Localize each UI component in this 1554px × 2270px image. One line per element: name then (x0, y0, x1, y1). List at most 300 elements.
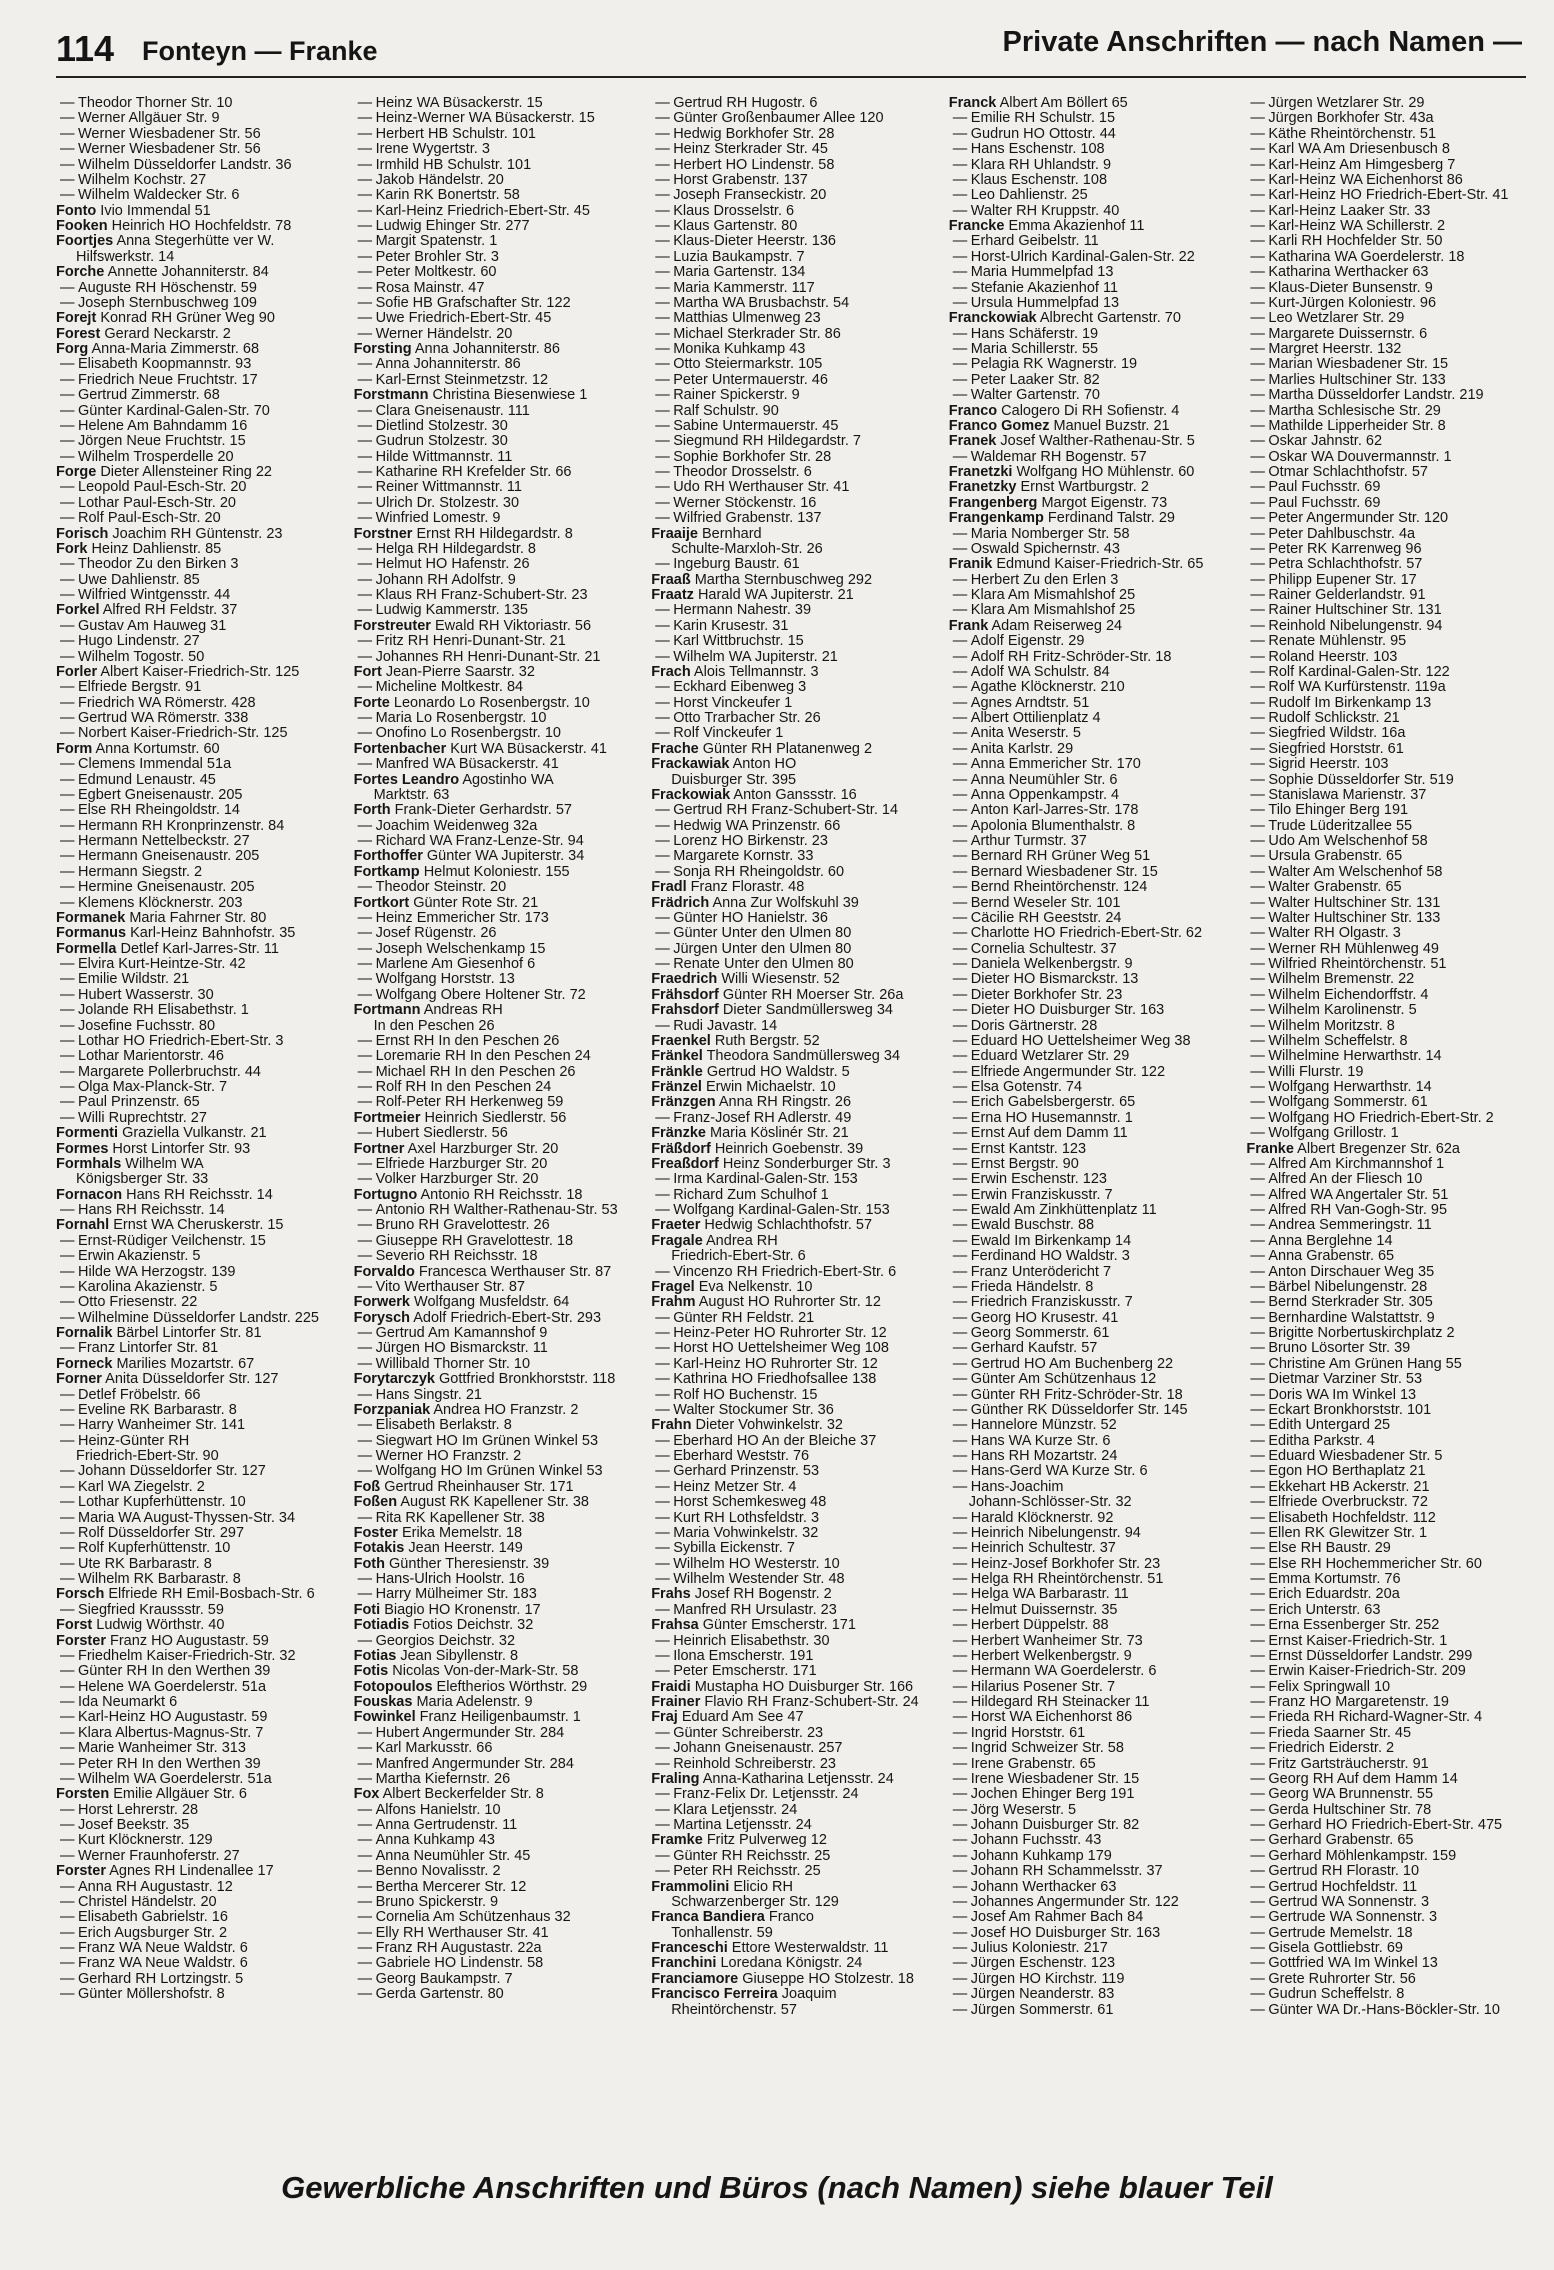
entry-text: Albrecht Gartenstr. 70 (1039, 311, 1181, 327)
surname: Fraling (651, 1771, 700, 1787)
sub-entry: — Martha Kiefernstr. 26 (354, 1772, 644, 1787)
surname-entry (56, 911, 346, 926)
sub-entry: — Wilhelm Trosperdelle 20 (56, 450, 346, 465)
entry-text: Bernhard (701, 526, 762, 542)
sub-entry: — Hans Schäferstr. 19 (949, 327, 1239, 342)
sub-entry: — Karl-Heinz Laaker Str. 33 (1246, 204, 1536, 219)
sub-entry: — Wilhelm WA Goerdelerstr. 51a (56, 1772, 346, 1787)
surname: Formanus (56, 926, 127, 942)
sub-entry: — Walter Grabenstr. 65 (1246, 880, 1536, 895)
surname: Forkel (56, 603, 100, 619)
sub-entry: — Rolf RH In den Peschen 24 (354, 1080, 644, 1095)
sub-entry: — Ernst Düsseldorfer Landstr. 299 (1246, 1649, 1536, 1664)
sub-entry: — Georgios Deichstr. 32 (354, 1634, 644, 1649)
sub-entry: — Uwe Friedrich-Ebert-Str. 45 (354, 311, 644, 326)
sub-entry: — Herbert Welkenbergstr. 9 (949, 1649, 1239, 1664)
entry-text: Jean Heerstr. 149 (408, 1541, 523, 1557)
sub-entry: — Herbert HO Lindenstr. 58 (651, 158, 941, 173)
surname: Forner (56, 1372, 102, 1388)
surname: Foster (353, 1525, 398, 1541)
sub-entry: — Hildegard RH Steinacker 11 (949, 1695, 1239, 1710)
sub-entry: — Hilde WA Herzogstr. 139 (56, 1265, 346, 1280)
sub-entry: — Gerhard HO Friedrich-Ebert-Str. 475 (1246, 1818, 1536, 1833)
sub-entry: — Anna Gertrudenstr. 11 (354, 1818, 644, 1833)
surname: Fragel (651, 1279, 695, 1295)
sub-entry: — Gertrud Am Kamannshof 9 (354, 1326, 644, 1341)
entry-text: Heinz Dahlienstr. 85 (91, 541, 222, 557)
surname: Fräßdorf (651, 1141, 711, 1157)
entry-text: Fotios Deichstr. 32 (413, 1618, 534, 1634)
surname-entry (354, 1311, 644, 1326)
sub-entry: — Hans Singstr. 21 (354, 1388, 644, 1403)
sub-entry: — Wilhelm Moritzstr. 8 (1246, 1019, 1536, 1034)
sub-entry: — Paul Fuchsstr. 69 (1246, 496, 1536, 511)
sub-entry: — Manfred Angermunder Str. 284 (354, 1757, 644, 1772)
surname-entry (651, 742, 941, 757)
surname-entry (354, 619, 644, 634)
entry-text: Heinrich HO Hochfeldstr. 78 (111, 219, 292, 234)
surname-entry (651, 1095, 941, 1110)
sub-entry: — Paul Fuchsstr. 69 (1246, 480, 1536, 495)
surname-entry (651, 573, 941, 588)
sub-entry: — Heinz Metzer Str. 4 (651, 1480, 941, 1495)
sub-entry: — Helga RH Hildegardstr. 8 (354, 542, 644, 557)
entry-text: Heinrich Goebenstr. 39 (714, 1141, 864, 1157)
entry-text: Loredana Königstr. 24 (720, 1956, 863, 1972)
sub-entry: — Karl WA Ziegelstr. 2 (56, 1480, 346, 1495)
sub-entry: — Klara Am Mismahlshof 25 (949, 588, 1239, 603)
sub-entry: — Gerhard Prinzenstr. 53 (651, 1464, 941, 1479)
surname-entry (354, 896, 644, 911)
surname-entry (651, 1880, 941, 1895)
sub-entry: — Franz Lintorfer Str. 81 (56, 1341, 346, 1356)
surname: Fränzgen (651, 1095, 716, 1111)
sub-entry: — Joseph Welschenkamp 15 (354, 942, 644, 957)
entry-text: Alois Tellmannstr. 3 (693, 664, 819, 680)
surname: Francke (948, 219, 1005, 234)
entry-text: Gottfried Bronkhorststr. 118 (439, 1372, 616, 1388)
sub-entry: — Klara Am Mismahlshof 25 (949, 603, 1239, 618)
sub-entry: — Werner Händelstr. 20 (354, 327, 644, 342)
sub-entry: — Auguste RH Höschenstr. 59 (56, 281, 346, 296)
surname-entry (56, 1157, 346, 1172)
surname: Forler (56, 664, 98, 680)
entry-text: Gertrud Rheinhauser Str. 171 (384, 1479, 574, 1495)
surname-entry (354, 1495, 644, 1510)
sub-entry: — Alfred RH Van-Gogh-Str. 95 (1246, 1203, 1536, 1218)
sub-entry: — Gerda Hultschiner Str. 78 (1246, 1803, 1536, 1818)
sub-entry: — Christel Händelstr. 20 (56, 1895, 346, 1910)
sub-entry: — Volker Harzburger Str. 20 (354, 1172, 644, 1187)
sub-entry: — Günter Unter den Ulmen 80 (651, 926, 941, 941)
surname-entry (354, 1142, 644, 1157)
sub-entry: — Gertrud Hochfeldstr. 11 (1246, 1880, 1536, 1895)
surname-entry (354, 1188, 644, 1203)
surname-entry (56, 665, 346, 680)
sub-entry: — Johann Gneisenaustr. 257 (651, 1741, 941, 1756)
surname: Formhals (56, 1156, 122, 1172)
surname-entry (949, 311, 1239, 326)
sub-entry: — Apolonia Blumenthalstr. 8 (949, 819, 1239, 834)
surname: Forstner (353, 526, 413, 542)
continuation-line: Königsberger Str. 33 (76, 1172, 209, 1188)
entry-text: Franz Heiligenbaumstr. 1 (419, 1710, 581, 1726)
surname-entry (651, 757, 941, 772)
sub-entry: — Klaus Drosselstr. 6 (651, 204, 941, 219)
continuation-line: Duisburger Str. 395 (671, 772, 797, 788)
entry-text: Theodora Sandmüllersweg 34 (706, 1049, 901, 1065)
surname-entry (949, 219, 1239, 234)
sub-entry: — Klaus Eschenstr. 108 (949, 173, 1239, 188)
sub-entry: — Erwin Eschenstr. 123 (949, 1172, 1239, 1187)
sub-entry: — Leopold Paul-Esch-Str. 20 (56, 480, 346, 495)
sub-entry: — Rolf HO Buchenstr. 15 (651, 1388, 941, 1403)
surname: Forysch (353, 1310, 411, 1326)
entry-text: Günter Rote Str. 21 (413, 895, 539, 911)
sub-entry: — Sybilla Eickenstr. 7 (651, 1541, 941, 1556)
sub-entry: — Josef Rügenstr. 26 (354, 926, 644, 941)
surname: Fränzel (651, 1080, 702, 1095)
sub-entry: — Detlef Fröbelstr. 66 (56, 1388, 346, 1403)
sub-entry: — Gustav Am Hauweg 31 (56, 619, 346, 634)
sub-entry: — Bärbel Nibelungenstr. 28 (1246, 1280, 1536, 1295)
entry-text: Anita Düsseldorfer Str. 127 (105, 1372, 279, 1388)
sub-entry: — Martha Düsseldorfer Landstr. 219 (1246, 388, 1536, 403)
sub-entry: — Ernst Auf dem Damm 11 (949, 1126, 1239, 1141)
entry-text: Albert Bregenzer Str. 62a (1297, 1141, 1460, 1157)
surname-entry (56, 1634, 346, 1649)
sub-entry: — Anna RH Augustastr. 12 (56, 1880, 346, 1895)
sub-entry: — Klara RH Uhlandstr. 9 (949, 158, 1239, 173)
sub-entry: — Stefanie Akazienhof 11 (949, 281, 1239, 296)
surname: Frahsa (651, 1618, 699, 1634)
surname: Frangenkamp (948, 511, 1044, 527)
surname-entry (56, 219, 346, 234)
entry-text: Ernst Wartburgstr. 2 (1020, 480, 1149, 496)
sub-entry: — Elisabeth Gabrielstr. 16 (56, 1910, 346, 1925)
surname-entry (354, 665, 644, 680)
sub-entry: — Karl-Heinz WA Eichenhorst 86 (1246, 173, 1536, 188)
sub-entry: — Wilhelm Düsseldorfer Landstr. 36 (56, 158, 346, 173)
surname: Fornalik (56, 1326, 113, 1341)
surname-entry (354, 803, 644, 818)
entry-text: Graziella Vulkanstr. 21 (122, 1126, 267, 1142)
sub-entry: — Heinrich Schultestr. 37 (949, 1541, 1239, 1556)
sub-entry: — Marlene Am Giesenhof 6 (354, 957, 644, 972)
sub-entry: — Wolfgang Herwarthstr. 14 (1246, 1080, 1536, 1095)
surname: Forvaldo (353, 1264, 415, 1280)
surname-entry (56, 204, 346, 219)
sub-entry: — Jochen Ehinger Berg 191 (949, 1787, 1239, 1802)
surname-entry (651, 1910, 941, 1925)
surname: Frackawiak (651, 757, 730, 773)
sub-entry: — Anna Emmericher Str. 170 (949, 757, 1239, 772)
sub-entry: — Karl-Heinz HO Friedrich-Ebert-Str. 41 (1246, 188, 1536, 203)
entry-text: Anton HO (732, 757, 797, 773)
sub-entry: — Hans RH Mozartstr. 24 (949, 1449, 1239, 1464)
sub-entry: — Wilhelmine Herwarthstr. 14 (1246, 1049, 1536, 1064)
sub-entry: — Gudrun HO Ottostr. 44 (949, 127, 1239, 142)
surname: Francisco Ferreira (651, 1987, 778, 2003)
sub-entry: — Jürgen Borkhofer Str. 43a (1246, 111, 1536, 126)
surname-entry (949, 404, 1239, 419)
sub-entry: — Andrea Semmeringstr. 11 (1246, 1218, 1536, 1233)
sub-entry: — Fritz Gartsträucherstr. 91 (1246, 1757, 1536, 1772)
sub-entry: — Anna Grabenstr. 65 (1246, 1249, 1536, 1264)
sub-entry: — Rolf Kardinal-Galen-Str. 122 (1246, 665, 1536, 680)
surname-entry (56, 265, 346, 280)
surname-entry (651, 1218, 941, 1233)
sub-entry: — Walter RH Olgastr. 3 (1246, 926, 1536, 941)
sub-entry: — Johann RH Adolfstr. 9 (354, 573, 644, 588)
sub-entry: — Otto Steiermarkstr. 105 (651, 357, 941, 372)
surname: Frähsdorf (651, 987, 719, 1003)
surname-entry (651, 1418, 941, 1433)
entry-text: Heinrich Siedlerstr. 56 (424, 1110, 567, 1126)
sub-entry: — Alfred Am Kirchmannshof 1 (1246, 1157, 1536, 1172)
sub-entry: — Klara Albertus-Magnus-Str. 7 (56, 1726, 346, 1741)
sub-entry: — Joseph Franseckistr. 20 (651, 188, 941, 203)
surname-entry (56, 542, 346, 557)
sub-entry: — Emilie RH Schulstr. 15 (949, 111, 1239, 126)
surname-entry (56, 465, 346, 480)
sub-entry: — Karl-Heinz HO Ruhrorter Str. 12 (651, 1357, 941, 1372)
sub-entry: — Anton Karl-Jarres-Str. 178 (949, 803, 1239, 818)
sub-entry: — Gertrude WA Sonnenstr. 3 (1246, 1910, 1536, 1925)
sub-entry: — Rolf Kupferhüttenstr. 10 (56, 1541, 346, 1556)
entry-text: Mustapha HO Duisburger Str. 166 (694, 1679, 914, 1695)
surname-entry (651, 527, 941, 542)
sub-entry: — Dieter HO Bismarckstr. 13 (949, 972, 1239, 987)
entry-text: Eva Nelkenstr. 10 (698, 1279, 813, 1295)
sub-entry: — Roland Heerstr. 103 (1246, 650, 1536, 665)
sub-entry: — Herbert Düppelstr. 88 (949, 1618, 1239, 1633)
surname: Fraaß (651, 572, 691, 588)
sub-entry: — Friedrich WA Römerstr. 428 (56, 696, 346, 711)
sub-entry: — Rudolf Im Birkenkamp 13 (1246, 696, 1536, 711)
entry-text: Leonardo Lo Rosenbergstr. 10 (393, 695, 590, 711)
sub-entry: — Erwin Franziskusstr. 7 (949, 1188, 1239, 1203)
surname: Franciamore (651, 1971, 739, 1987)
sub-entry: — Katharina Werthacker 63 (1246, 265, 1536, 280)
surname: Fragale (651, 1233, 703, 1249)
sub-entry: — Günther RK Düsseldorfer Str. 145 (949, 1403, 1239, 1418)
sub-entry: — Hermann WA Goerdelerstr. 6 (949, 1664, 1239, 1679)
sub-entry: — Karl-Heinz Am Himgesberg 7 (1246, 158, 1536, 173)
surname-entry (651, 1618, 941, 1633)
section-title: Private Anschriften — nach Namen — (1002, 26, 1522, 58)
page-number: 114 (56, 28, 115, 69)
sub-entry: — Hermann Siegstr. 2 (56, 865, 346, 880)
surname: Forg (56, 342, 89, 357)
sub-entry: — Peter RH In den Werthen 39 (56, 1757, 346, 1772)
entry-text: Wolfgang Musfeldstr. 64 (414, 1295, 570, 1311)
surname: Form (56, 741, 93, 757)
sub-entry: — Wolfgang Kardinal-Galen-Str. 153 (651, 1203, 941, 1218)
sub-entry: — Bruno Spickerstr. 9 (354, 1895, 644, 1910)
entry-text: Elicio RH (733, 1879, 793, 1895)
sub-entry: — Brigitte Norbertuskirchplatz 2 (1246, 1326, 1536, 1341)
sub-entry: — Walter Hultschiner Str. 133 (1246, 911, 1536, 926)
sub-entry: — Jörg Weserstr. 5 (949, 1803, 1239, 1818)
sub-entry: — Hans-Joachim (949, 1480, 1239, 1495)
page-header (56, 22, 1526, 78)
surname-entry (354, 1664, 644, 1679)
continuation-line: Friedrich-Ebert-Str. 90 (76, 1449, 219, 1464)
surname-entry (1246, 1142, 1536, 1157)
entry-text: Bärbel Lintorfer Str. 81 (116, 1326, 262, 1341)
surname: Fraatz (651, 588, 694, 603)
surname-entry (949, 465, 1239, 480)
surname-entry (354, 1295, 644, 1310)
sub-entry: — Ingeburg Baustr. 61 (651, 557, 941, 572)
sub-entry: — Loremarie RH In den Peschen 24 (354, 1049, 644, 1064)
sub-entry: — Maria Nomberger Str. 58 (949, 527, 1239, 542)
sub-entry: — Michael Sterkrader Str. 86 (651, 327, 941, 342)
sub-entry: — Dietmar Varziner Str. 53 (1246, 1372, 1536, 1387)
sub-entry: — Ursula Grabenstr. 65 (1246, 849, 1536, 864)
sub-entry: — Fritz RH Henri-Dunant-Str. 21 (354, 634, 644, 649)
sub-entry: — Günter RH Feldstr. 21 (651, 1311, 941, 1326)
sub-entry: — Irene Wygertstr. 3 (354, 142, 644, 157)
sub-entry: — Reinhold Nibelungenstr. 94 (1246, 619, 1536, 634)
surname: Fortmeier (353, 1110, 421, 1126)
entry-text: Günther Theresienstr. 39 (389, 1556, 550, 1572)
sub-entry: — Herbert Zu den Erlen 3 (949, 573, 1239, 588)
sub-entry: — Rudolf Schlickstr. 21 (1246, 711, 1536, 726)
sub-entry: — Otmar Schlachthofstr. 57 (1246, 465, 1536, 480)
sub-entry: — Gerhard Möhlenkampstr. 159 (1246, 1849, 1536, 1864)
sub-entry: — Hermann Nettelbeckstr. 27 (56, 834, 346, 849)
surname: Frahm (651, 1295, 696, 1311)
sub-entry: — Mathilde Lipperheider Str. 8 (1246, 419, 1536, 434)
sub-entry: — Elly RH Werthauser Str. 41 (354, 1926, 644, 1941)
surname-entry (651, 1142, 941, 1157)
surname: Forsten (56, 1787, 110, 1803)
surname: Franetzky (948, 480, 1017, 496)
sub-entry: — Horst-Ulrich Kardinal-Galen-Str. 22 (949, 250, 1239, 265)
sub-entry: — Tilo Ehinger Berg 191 (1246, 803, 1536, 818)
surname: Fraaije (651, 526, 698, 542)
sub-entry: — Bruno Lösorter Str. 39 (1246, 1341, 1536, 1356)
sub-entry: — Wilhelm Scheffelstr. 8 (1246, 1034, 1536, 1049)
sub-entry: — Bernd Rheintörchenstr. 124 (949, 880, 1239, 895)
surname: Fotis (353, 1664, 389, 1680)
entry-text: Konrad RH Grüner Weg 90 (100, 311, 275, 327)
sub-entry: — Theodor Thorner Str. 10 (56, 96, 346, 111)
sub-entry: — Karl WA Am Driesenbusch 8 (1246, 142, 1536, 157)
sub-entry: — Horst Schemkesweg 48 (651, 1495, 941, 1510)
surname-entry (354, 696, 644, 711)
sub-entry: — Emma Kortumstr. 76 (1246, 1572, 1536, 1587)
sub-entry: — Günter Großenbaumer Allee 120 (651, 111, 941, 126)
sub-entry: — Peter RH Reichsstr. 25 (651, 1864, 941, 1879)
surname-entry (354, 849, 644, 864)
sub-entry: — Heinz-Günter RH (56, 1434, 346, 1449)
sub-entry: — Bernard Wiesbadener Str. 15 (949, 865, 1239, 880)
sub-entry: — Wilhelm WA Jupiterstr. 21 (651, 650, 941, 665)
sub-entry: — Ida Neumarkt 6 (56, 1695, 346, 1710)
page-name-range: Fonteyn — Franke (142, 36, 378, 66)
entry-text: Joachim RH Güntenstr. 23 (112, 526, 283, 542)
entry-text: Joaquim (781, 1987, 837, 2003)
surname-entry (651, 1234, 941, 1249)
sub-entry: — Pelagia RK Wagnerstr. 19 (949, 357, 1239, 372)
sub-entry: — Karl Markusstr. 66 (354, 1741, 644, 1756)
sub-entry: — Helene Am Bahndamm 16 (56, 419, 346, 434)
sub-entry: — Kurt-Jürgen Koloniestr. 96 (1246, 296, 1536, 311)
sub-entry: — Bernard RH Grüner Weg 51 (949, 849, 1239, 864)
sub-entry: — Hans-Gerd WA Kurze Str. 6 (949, 1464, 1239, 1479)
sub-entry: — Clara Gneisenaustr. 111 (354, 404, 644, 419)
surname: Forejt (56, 311, 97, 327)
surname-entry (56, 1587, 346, 1602)
surname: Foß (353, 1479, 381, 1495)
sub-entry: — Monika Kuhkamp 43 (651, 342, 941, 357)
sub-entry: — Margarete Pollerbruchstr. 44 (56, 1065, 346, 1080)
entry-text: Maria Köslinér Str. 21 (710, 1126, 849, 1142)
sub-entry: — Richard WA Franz-Lenze-Str. 94 (354, 834, 644, 849)
sub-entry: — Severio RH Reichsstr. 18 (354, 1249, 644, 1264)
sub-entry: — Karolina Akazienstr. 5 (56, 1280, 346, 1295)
sub-entry: — Anna Neumühler Str. 6 (949, 773, 1239, 788)
surname: Fotakis (353, 1541, 405, 1557)
surname: Forsch (56, 1587, 105, 1603)
sub-entry: — Werner RH Mühlenweg 49 (1246, 942, 1536, 957)
surname-entry (354, 1695, 644, 1710)
surname-entry (56, 1188, 346, 1203)
sub-entry: — Gertrud RH Florastr. 10 (1246, 1864, 1536, 1879)
sub-entry: — Martina Letjensstr. 24 (651, 1818, 941, 1833)
sub-entry: — Edith Untergard 25 (1246, 1418, 1536, 1433)
entry-text: Gerard Neckarstr. 2 (104, 326, 231, 342)
sub-entry: — Eckhard Eibenweg 3 (651, 680, 941, 695)
sub-entry: — Werner Wiesbadener Str. 56 (56, 142, 346, 157)
sub-entry: — Ellen RK Glewitzer Str. 1 (1246, 1526, 1536, 1541)
surname: Forster (56, 1864, 106, 1880)
surname: Fouskas (353, 1695, 413, 1710)
sub-entry: — Wolfgang Sommerstr. 61 (1246, 1095, 1536, 1110)
sub-entry: — Renate Mühlenstr. 95 (1246, 634, 1536, 649)
surname-entry (354, 1541, 644, 1556)
surname-entry (651, 1956, 941, 1971)
entry-text: Antonio RH Reichsstr. 18 (420, 1187, 583, 1203)
sub-entry: — Anna Oppenkampstr. 4 (949, 788, 1239, 803)
sub-entry: — Hans Eschenstr. 108 (949, 142, 1239, 157)
entry-text: Günter WA Jupiterstr. 34 (426, 849, 585, 865)
sub-entry: — Günter RH In den Werthen 39 (56, 1664, 346, 1679)
sub-entry: — Erich Unterstr. 63 (1246, 1603, 1536, 1618)
sub-entry: — Stanislawa Marienstr. 37 (1246, 788, 1536, 803)
sub-entry: — Erich Eduardstr. 20a (1246, 1587, 1536, 1602)
entry-text: Detlef Karl-Jarres-Str. 11 (120, 941, 279, 957)
sub-entry: — Ernst Kantstr. 123 (949, 1142, 1239, 1157)
surname: Franco (948, 403, 998, 419)
surname: Forsting (353, 342, 412, 357)
sub-entry: — Norbert Kaiser-Friedrich-Str. 125 (56, 726, 346, 741)
entry-text: Alfred RH Feldstr. 37 (102, 603, 238, 619)
entry-text: Adam Reiserweg 24 (991, 618, 1123, 634)
surname-entry (56, 742, 346, 757)
sub-entry: — Heinz-Peter HO Ruhrorter Str. 12 (651, 1326, 941, 1341)
sub-entry: — Erwin Akazienstr. 5 (56, 1249, 346, 1264)
surname-entry (651, 1833, 941, 1848)
sub-entry: — Wilfried Wintgensstr. 44 (56, 588, 346, 603)
entry-text: Frank-Dieter Gerhardstr. 57 (394, 803, 572, 819)
entry-text: Martha Sternbuschweg 292 (694, 572, 873, 588)
surname: Franca Bandiera (651, 1910, 765, 1926)
sub-entry: — Hubert Siedlerstr. 56 (354, 1126, 644, 1141)
